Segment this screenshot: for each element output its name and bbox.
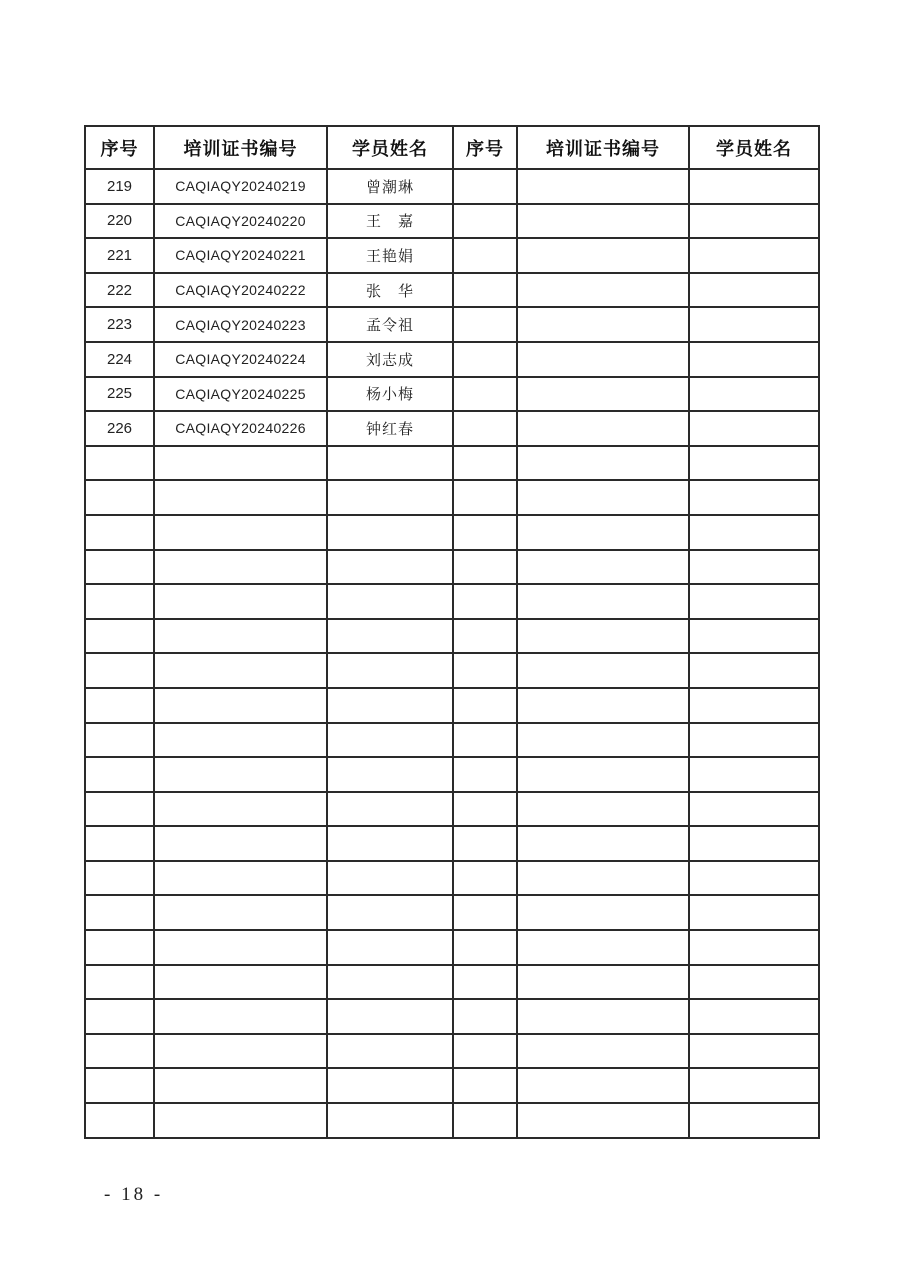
serial-cell [453,1068,517,1103]
student-name-cell [327,861,453,896]
table-row [85,861,819,896]
student-name-cell [327,480,453,515]
table-body [85,169,819,1138]
serial-cell [453,999,517,1034]
cert-number-cell [154,1103,327,1138]
cert-number-cell [517,792,689,827]
student-name-cell [327,757,453,792]
serial-cell [85,965,154,1000]
cert-number-cell [154,584,327,619]
cert-number-cell [154,792,327,827]
cert-number-cell [517,238,689,273]
table-row [85,480,819,515]
header-cert-number-right: 培训证书编号 [517,126,689,169]
cert-number-cell [517,723,689,758]
serial-cell [85,515,154,550]
cert-number-cell [517,653,689,688]
table-row [85,169,819,204]
student-name-cell [689,273,819,308]
cert-number-cell [154,1034,327,1069]
cert-number-cell [517,204,689,239]
cert-number-cell [517,584,689,619]
serial-cell [453,826,517,861]
cert-number-cell [517,999,689,1034]
table-row [85,895,819,930]
serial-cell [85,757,154,792]
student-name-cell [689,1068,819,1103]
serial-cell [453,480,517,515]
serial-cell [453,411,517,446]
student-name-cell [327,515,453,550]
serial-cell [85,480,154,515]
student-name-cell [327,1068,453,1103]
cert-number-cell [154,861,327,896]
cert-number-cell [517,619,689,654]
student-name-cell [327,653,453,688]
student-name-cell [327,446,453,481]
student-name-cell [689,377,819,412]
table-row [85,515,819,550]
student-name-cell [689,723,819,758]
header-student-name-left: 学员姓名 [327,126,453,169]
cert-number-cell [517,169,689,204]
cert-number-cell [154,723,327,758]
student-name-cell [689,204,819,239]
cert-number-cell [154,1068,327,1103]
student-name-cell: 王艳娟 [327,238,453,273]
student-name-cell [689,1034,819,1069]
student-name-cell [327,619,453,654]
serial-cell [85,999,154,1034]
header-serial-left: 序号 [85,126,154,169]
table-row [85,550,819,585]
student-name-cell [689,169,819,204]
table-row [85,342,819,377]
student-name-cell [689,550,819,585]
student-name-cell [689,307,819,342]
serial-cell [453,1034,517,1069]
table-row [85,584,819,619]
serial-cell: 223 [85,307,154,342]
student-name-cell [689,826,819,861]
student-name-cell: 杨小梅 [327,377,453,412]
student-name-cell [689,792,819,827]
serial-cell: 226 [85,411,154,446]
student-name-cell [327,826,453,861]
cert-number-cell [517,446,689,481]
header-serial-right: 序号 [453,126,517,169]
student-name-cell [327,895,453,930]
cert-number-cell: CAQIAQY20240224 [154,342,327,377]
table-row [85,930,819,965]
cert-number-cell [154,999,327,1034]
table-row [85,999,819,1034]
student-name-cell [689,619,819,654]
serial-cell [453,238,517,273]
cert-number-cell [517,1068,689,1103]
cert-number-cell [154,653,327,688]
serial-cell [453,273,517,308]
student-name-cell [327,723,453,758]
serial-cell [453,895,517,930]
student-name-cell [689,446,819,481]
student-name-cell [327,792,453,827]
serial-cell [453,169,517,204]
table-row [85,723,819,758]
serial-cell [85,688,154,723]
cert-number-cell: CAQIAQY20240223 [154,307,327,342]
serial-cell [453,792,517,827]
serial-cell [85,1103,154,1138]
table-row [85,377,819,412]
student-name-cell: 张 华 [327,273,453,308]
serial-cell: 222 [85,273,154,308]
cert-number-cell [517,965,689,1000]
serial-cell [453,515,517,550]
serial-cell [85,550,154,585]
serial-cell [453,342,517,377]
cert-number-cell [517,550,689,585]
student-name-cell: 王 嘉 [327,204,453,239]
table-row [85,273,819,308]
serial-cell [85,1068,154,1103]
header-cert-number-left: 培训证书编号 [154,126,327,169]
serial-cell [453,584,517,619]
serial-cell [453,619,517,654]
table-row [85,619,819,654]
serial-cell [85,619,154,654]
student-name-cell [689,965,819,1000]
serial-cell [85,723,154,758]
cert-number-cell [517,1034,689,1069]
serial-cell [453,653,517,688]
serial-cell [453,307,517,342]
student-name-cell [327,999,453,1034]
student-name-cell [327,1034,453,1069]
student-name-cell [327,1103,453,1138]
cert-number-cell [517,861,689,896]
table-row [85,1068,819,1103]
serial-cell [85,653,154,688]
serial-cell [85,895,154,930]
cert-number-cell [517,480,689,515]
serial-cell [453,377,517,412]
page-number: - 18 - [104,1184,164,1205]
serial-cell: 219 [85,169,154,204]
student-name-cell [327,965,453,1000]
serial-cell [453,1103,517,1138]
cert-number-cell [517,895,689,930]
cert-number-cell [154,619,327,654]
cert-number-cell [517,411,689,446]
serial-cell [453,688,517,723]
cert-number-cell [154,480,327,515]
student-name-cell [689,999,819,1034]
cert-number-cell: CAQIAQY20240225 [154,377,327,412]
serial-cell: 220 [85,204,154,239]
cert-number-cell [154,688,327,723]
student-name-cell [327,584,453,619]
table-row [85,411,819,446]
cert-number-cell [154,550,327,585]
student-name-cell: 孟令祖 [327,307,453,342]
cert-number-cell [517,1103,689,1138]
student-name-cell [689,688,819,723]
serial-cell [453,550,517,585]
table-row [85,757,819,792]
table-row [85,1034,819,1069]
cert-number-cell [517,688,689,723]
header-row [85,126,819,169]
table-row [85,653,819,688]
table-row [85,307,819,342]
student-name-cell: 曾潮琳 [327,169,453,204]
table-row [85,688,819,723]
cert-number-cell [154,757,327,792]
student-name-cell [327,930,453,965]
student-name-cell [327,688,453,723]
student-name-cell: 钟红春 [327,411,453,446]
cert-number-cell [517,377,689,412]
student-name-cell [689,480,819,515]
cert-number-cell [517,515,689,550]
serial-cell [85,584,154,619]
serial-cell [85,1034,154,1069]
student-name-cell [689,895,819,930]
serial-cell [453,723,517,758]
cert-number-cell: CAQIAQY20240219 [154,169,327,204]
cert-number-cell [517,342,689,377]
serial-cell [453,204,517,239]
table-row [85,1103,819,1138]
cert-number-cell [517,757,689,792]
serial-cell [453,446,517,481]
student-name-cell [689,930,819,965]
student-name-cell [689,757,819,792]
student-name-cell [689,515,819,550]
serial-cell [85,930,154,965]
serial-cell: 224 [85,342,154,377]
student-name-cell: 刘志成 [327,342,453,377]
cert-number-cell [154,930,327,965]
cert-number-cell [154,965,327,1000]
cert-number-cell [517,826,689,861]
student-name-cell [689,1103,819,1138]
table-row [85,826,819,861]
header-student-name-right: 学员姓名 [689,126,819,169]
student-name-cell [689,861,819,896]
cert-number-cell [517,930,689,965]
serial-cell [453,861,517,896]
student-name-cell [327,550,453,585]
cert-number-cell: CAQIAQY20240222 [154,273,327,308]
cert-number-cell [154,515,327,550]
cert-number-cell [517,307,689,342]
serial-cell [85,826,154,861]
serial-cell [85,792,154,827]
student-name-cell [689,238,819,273]
certificate-roster-table [84,125,820,1139]
serial-cell [85,861,154,896]
serial-cell [453,757,517,792]
student-name-cell [689,411,819,446]
table-row [85,965,819,1000]
serial-cell [453,930,517,965]
table-row [85,446,819,481]
table-row [85,204,819,239]
serial-cell [453,965,517,1000]
table-row [85,792,819,827]
cert-number-cell [154,446,327,481]
student-name-cell [689,653,819,688]
serial-cell [85,446,154,481]
serial-cell: 221 [85,238,154,273]
cert-number-cell: CAQIAQY20240226 [154,411,327,446]
cert-number-cell: CAQIAQY20240220 [154,204,327,239]
cert-number-cell [154,895,327,930]
cert-number-cell: CAQIAQY20240221 [154,238,327,273]
student-name-cell [689,584,819,619]
serial-cell: 225 [85,377,154,412]
student-name-cell [689,342,819,377]
table-row [85,238,819,273]
cert-number-cell [517,273,689,308]
cert-number-cell [154,826,327,861]
